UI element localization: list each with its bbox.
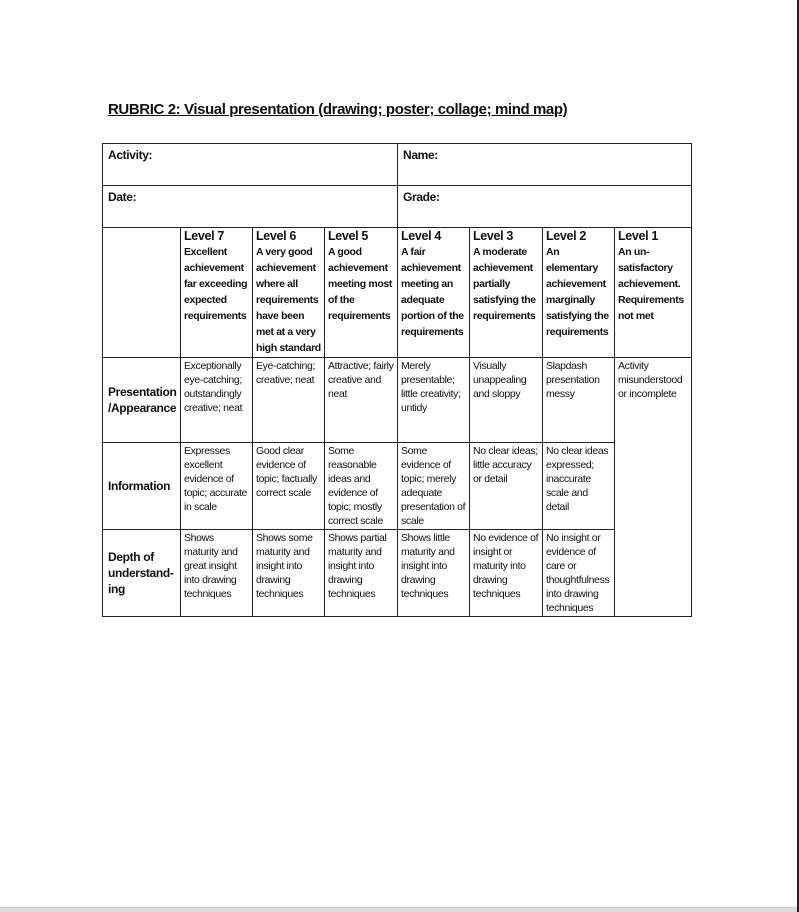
level-description: Excellent achievement far exceeding expected requirements	[184, 246, 248, 322]
criterion-cell: No insight or evidence of care or thoughtfulness into drawing techniques	[543, 530, 615, 617]
levels-row	[103, 228, 692, 358]
depth-row	[103, 530, 692, 617]
row-label: Depth of understand-ing	[103, 530, 181, 617]
level-2-header	[543, 228, 615, 358]
criterion-cell: Some reasonable ideas and evidence of topic; mostly correct scale	[325, 443, 398, 530]
criterion-cell: Shows maturity and great insight into drawing techniques	[181, 530, 253, 617]
level-7-header	[181, 228, 253, 358]
grade-field[interactable]: Grade:	[398, 186, 692, 228]
level-title: Level 3	[473, 229, 513, 243]
row-label: Information	[103, 443, 181, 530]
criterion-cell: Expresses excellent evidence of topic; accurate in scale	[181, 443, 253, 530]
criterion-cell: Slapdash presentation messy	[543, 358, 615, 443]
criterion-cell: Shows little maturity and insight into drawing techniques	[398, 530, 470, 617]
presentation-row	[103, 358, 692, 443]
page-bottom-edge	[0, 907, 797, 912]
level-title: Level 6	[256, 229, 296, 243]
level-3-header	[470, 228, 543, 358]
level-4-header	[398, 228, 470, 358]
criterion-cell: No evidence of insight or maturity into drawing techniques	[470, 530, 543, 617]
activity-field[interactable]: Activity:	[103, 144, 398, 186]
criterion-cell: Visually unappealing and sloppy	[470, 358, 543, 443]
rubric-table	[102, 143, 692, 617]
level-description: An elementary achievement marginally satisfying the requirements	[546, 246, 609, 338]
criterion-cell: Exceptionally eye-catching; outstandingly creative; neat	[181, 358, 253, 443]
level-1-header	[615, 228, 692, 358]
level-description: A moderate achievement partially satisfying the requirements	[473, 246, 536, 322]
criterion-cell: No clear ideas expressed; inaccurate scale and detail	[543, 443, 615, 530]
level-description: A fair achievement meeting an adequate portion of the requirements	[401, 246, 464, 338]
criterion-cell: Shows some maturity and insight into drawing techniques	[253, 530, 325, 617]
date-field[interactable]: Date:	[103, 186, 398, 228]
criterion-cell: Merely presentable; little creativity; untidy	[398, 358, 470, 443]
level-description: An un-satisfactory achievement. Requirements not met	[618, 246, 684, 322]
level-description: A very good achievement where all requirements have been met at a very high standard	[256, 246, 321, 354]
empty-corner-cell	[103, 228, 181, 358]
criterion-cell: Some evidence of topic; merely adequate presentation of scale	[398, 443, 470, 530]
level-title: Level 1	[618, 229, 658, 243]
page-title: RUBRIC 2: Visual presentation (drawing; poster; collage; mind map)	[108, 101, 568, 118]
form-row-2	[103, 186, 692, 228]
criterion-cell: Shows partial maturity and insight into drawing techniques	[325, 530, 398, 617]
form-row-1	[103, 144, 692, 186]
criterion-cell: Eye-catching; creative; neat	[253, 358, 325, 443]
level-description: A good achievement meeting most of the requirements	[328, 246, 393, 322]
criterion-cell: Attractive; fairly creative and neat	[325, 358, 398, 443]
level-title: Level 5	[328, 229, 368, 243]
criterion-cell: No clear ideas; little accuracy or detail	[470, 443, 543, 530]
row-label: Presentation /Appearance	[103, 358, 181, 443]
criterion-cell-level-1: Activity misunderstood or incomplete	[615, 358, 692, 617]
criterion-cell: Good clear evidence of topic; factually correct scale	[253, 443, 325, 530]
level-title: Level 7	[184, 229, 224, 243]
level-6-header	[253, 228, 325, 358]
level-5-header	[325, 228, 398, 358]
level-title: Level 2	[546, 229, 586, 243]
name-field[interactable]: Name:	[398, 144, 692, 186]
information-row	[103, 443, 692, 530]
level-title: Level 4	[401, 229, 441, 243]
